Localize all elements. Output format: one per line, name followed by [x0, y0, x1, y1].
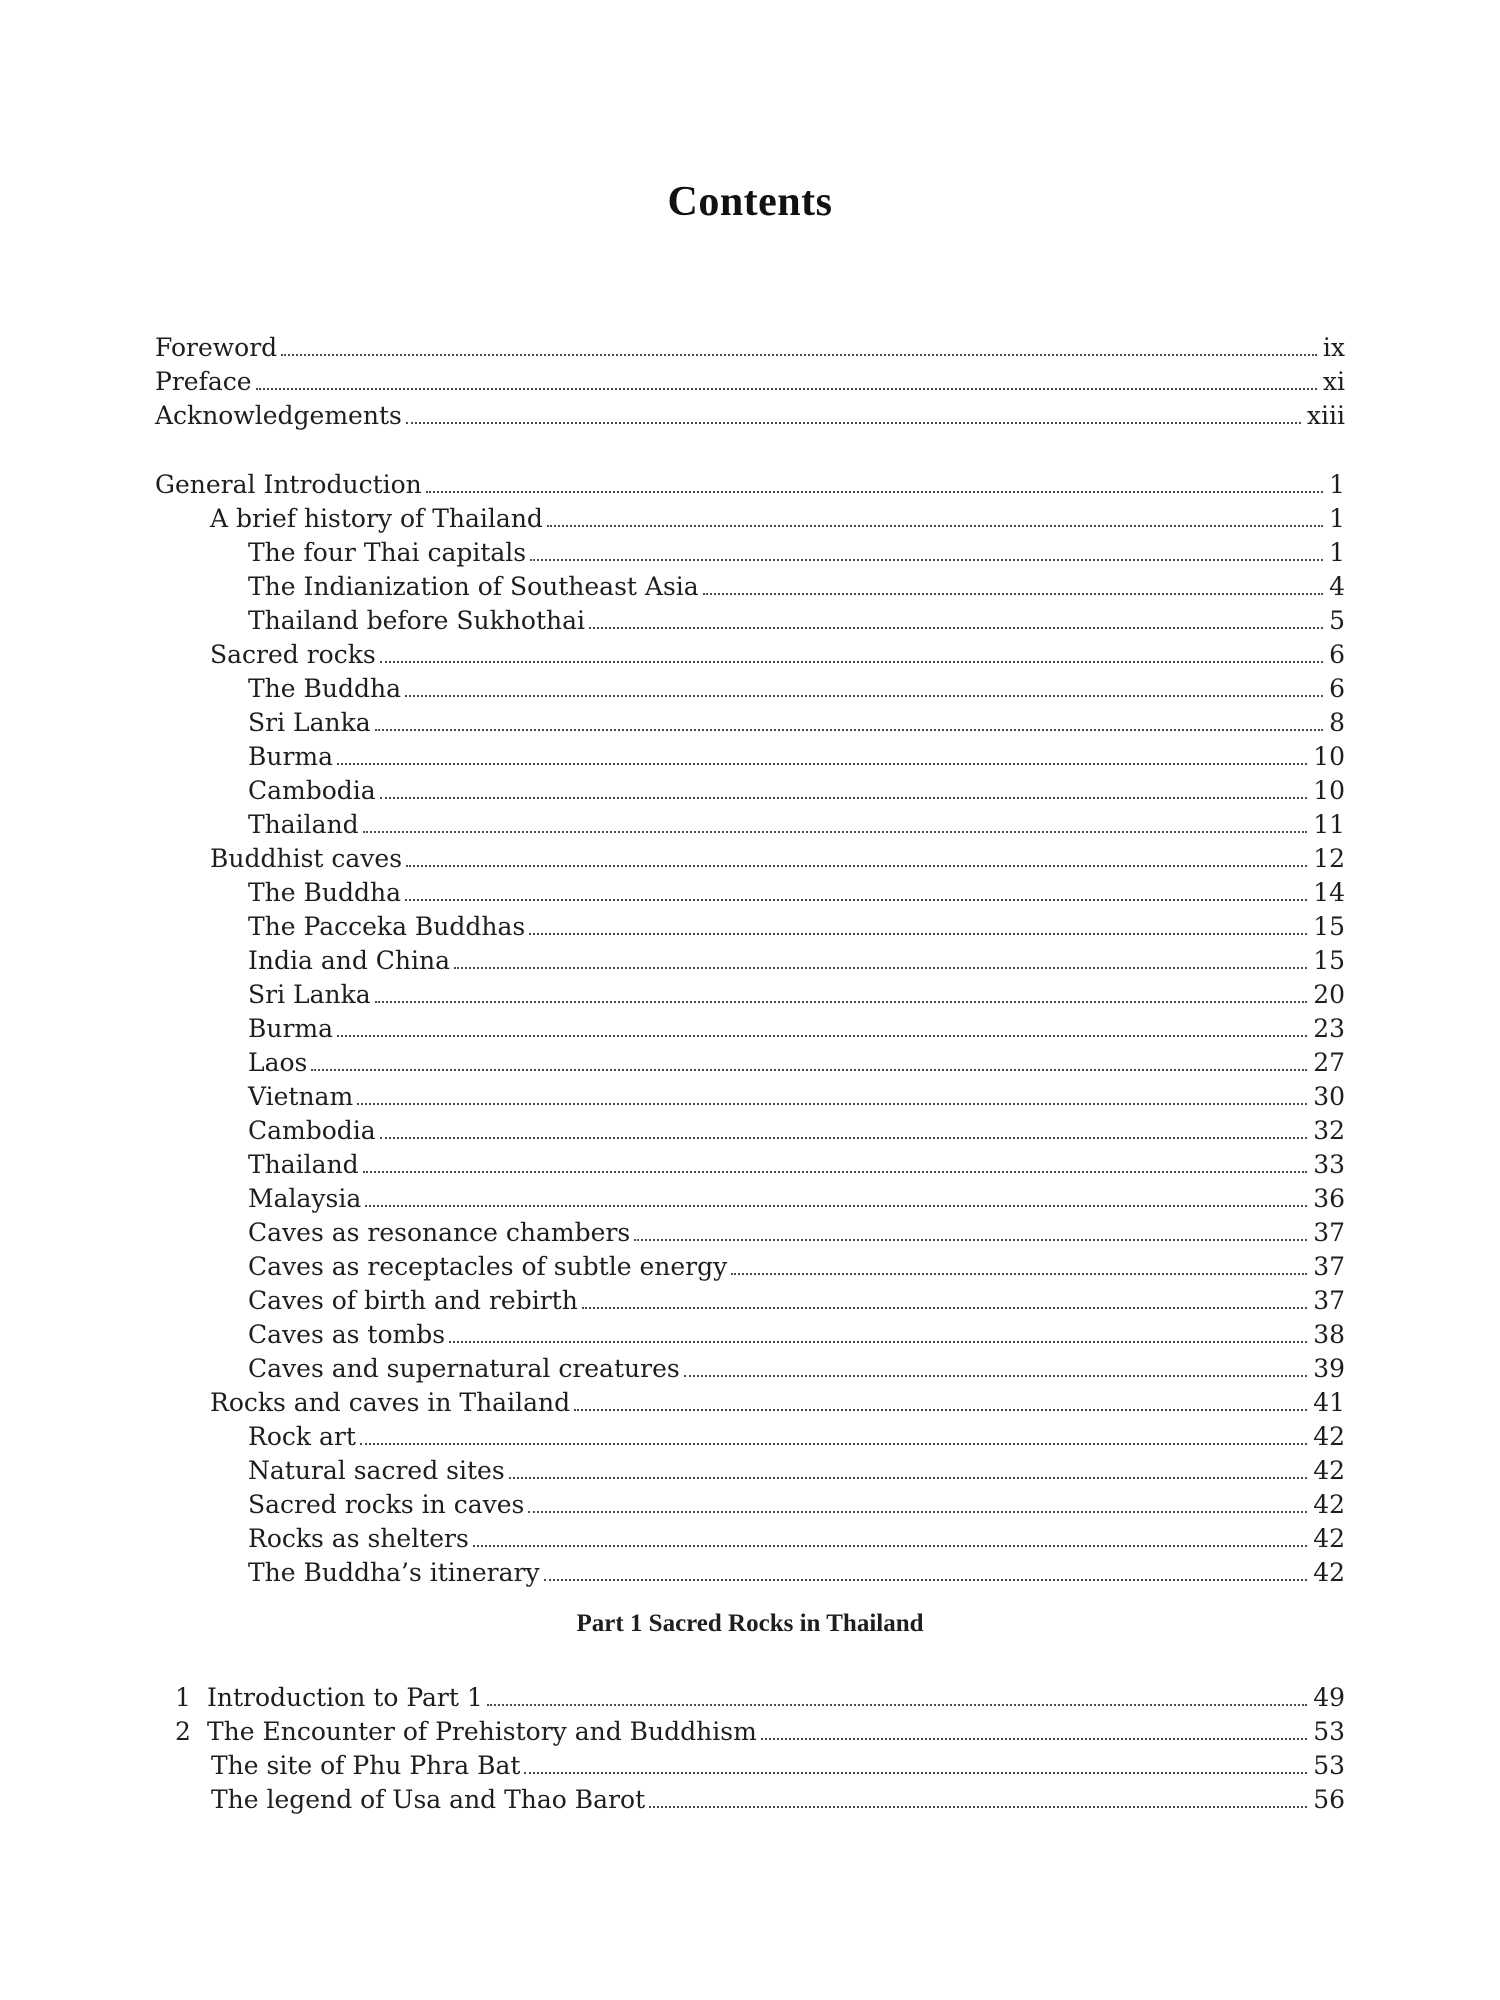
toc-entry-page: 5: [1329, 606, 1345, 635]
toc-entry: [155, 636, 1345, 670]
dot-leader: [703, 593, 1323, 595]
toc-entry: [175, 1713, 1345, 1747]
toc-entry-page: 56: [1313, 1785, 1345, 1814]
toc-entry-label: Burma: [248, 1014, 334, 1043]
dot-leader: [337, 763, 1307, 765]
toc-entry-page: 1: [1329, 538, 1345, 567]
dot-leader: [547, 525, 1323, 527]
toc-entry-label: Caves as tombs: [248, 1320, 446, 1349]
toc-entry-label: Vietnam: [248, 1082, 354, 1111]
toc-entry-page: 42: [1313, 1524, 1345, 1553]
toc-entry: [155, 466, 1345, 500]
toc-entry-label: The Pacceka Buddhas: [248, 912, 526, 941]
toc-entry: [155, 1316, 1345, 1350]
toc-entry-page: 8: [1329, 708, 1345, 737]
toc-entry-label: Thailand before Sukhothai: [248, 606, 585, 635]
toc-entry-page: 12: [1313, 844, 1345, 873]
toc-entry-label: Sri Lanka: [248, 708, 371, 737]
toc-entry: [155, 1282, 1345, 1316]
dot-leader: [405, 695, 1323, 697]
toc-entry-page: xiii: [1306, 401, 1345, 430]
toc-entry: [155, 806, 1345, 840]
toc-entry: [155, 1112, 1345, 1146]
toc-entry-page: 53: [1313, 1717, 1345, 1746]
dot-leader: [311, 1069, 1307, 1071]
toc-entry: [155, 1554, 1345, 1588]
toc-entry-page: 32: [1313, 1116, 1345, 1145]
toc-entry: [155, 704, 1345, 738]
toc-entry-label: The site of Phu Phra Bat: [211, 1751, 521, 1780]
part-heading: Part 1 Sacred Rocks in Thailand: [576, 1610, 924, 1637]
toc-entry-label: India and China: [248, 946, 451, 975]
toc-entry-page: 20: [1313, 980, 1345, 1009]
toc-entry-page: 37: [1313, 1218, 1345, 1247]
toc-entry-label: A brief history of Thailand: [210, 504, 543, 533]
toc-entry: [155, 1180, 1345, 1214]
toc-entry: [155, 976, 1345, 1010]
toc-entry-label: Sacred rocks: [210, 640, 376, 669]
toc-entry-label: The Buddha’s itinerary: [248, 1558, 540, 1587]
dot-leader: [380, 797, 1307, 799]
dot-leader: [761, 1738, 1307, 1740]
toc-entry-label: Natural sacred sites: [248, 1456, 505, 1485]
toc-entry-page: 6: [1329, 640, 1345, 669]
chapter-number: 1: [175, 1683, 191, 1712]
toc-entry: [155, 534, 1345, 568]
toc-entry-page: 10: [1313, 776, 1345, 805]
dot-leader: [524, 1772, 1307, 1774]
dot-leader: [528, 1511, 1307, 1513]
toc-entry: [155, 670, 1345, 704]
dot-leader: [357, 1103, 1307, 1105]
toc-entry: [155, 363, 1345, 397]
dot-leader: [589, 627, 1323, 629]
toc-entry-page: 27: [1313, 1048, 1345, 1077]
toc-entry-page: 37: [1313, 1286, 1345, 1315]
toc-entry: [155, 1214, 1345, 1248]
toc-entry: [175, 1679, 1345, 1713]
toc-entry-label: Caves of birth and rebirth: [248, 1286, 578, 1315]
dot-leader: [454, 967, 1307, 969]
dot-leader: [634, 1239, 1307, 1241]
toc-entry-label: The Indianization of Southeast Asia: [248, 572, 699, 601]
dot-leader: [530, 559, 1323, 561]
toc-entry-label: Foreword: [155, 333, 278, 362]
dot-leader: [375, 729, 1323, 731]
toc-entry: [155, 1384, 1345, 1418]
dot-leader: [582, 1307, 1307, 1309]
toc-entry-label: Sri Lanka: [248, 980, 371, 1009]
toc-entry-label: The four Thai capitals: [248, 538, 527, 567]
toc-entry-page: 39: [1313, 1354, 1345, 1383]
toc-entry: [155, 908, 1345, 942]
toc-entry-label: Rocks and caves in Thailand: [210, 1388, 571, 1417]
toc-introduction: [155, 466, 1345, 1588]
dot-leader: [509, 1477, 1308, 1479]
toc-entry-label: General Introduction: [155, 470, 422, 499]
toc-front-matter: [155, 329, 1345, 431]
toc-entry: [155, 1452, 1345, 1486]
toc-entry-page: 42: [1313, 1558, 1345, 1587]
toc-entry: [155, 1520, 1345, 1554]
dot-leader: [405, 899, 1307, 901]
toc-entry-label: Sacred rocks in caves: [248, 1490, 525, 1519]
toc-entry-label: Cambodia: [248, 776, 376, 805]
toc-entry: [155, 772, 1345, 806]
toc-entry-label: The Buddha: [248, 674, 402, 703]
toc-entry-page: 6: [1329, 674, 1345, 703]
toc-entry-label: Preface: [155, 367, 252, 396]
toc-entry-page: ix: [1322, 333, 1345, 362]
toc-entry: [155, 942, 1345, 976]
toc-entry: [155, 329, 1345, 363]
toc-entry-page: 15: [1313, 946, 1345, 975]
toc-entry: [155, 1146, 1345, 1180]
toc-entry: [155, 602, 1345, 636]
dot-leader: [375, 1001, 1308, 1003]
toc-entry-label: Thailand: [248, 810, 359, 839]
dot-leader: [380, 661, 1323, 663]
toc-entry: [155, 1010, 1345, 1044]
dot-leader: [731, 1273, 1307, 1275]
dot-leader: [574, 1409, 1307, 1411]
toc-entry: [155, 500, 1345, 534]
dot-leader: [256, 388, 1317, 390]
toc-entry-label: The Buddha: [248, 878, 402, 907]
dot-leader: [544, 1579, 1308, 1581]
toc-entry-page: 41: [1313, 1388, 1345, 1417]
dot-leader: [363, 831, 1308, 833]
dot-leader: [684, 1375, 1307, 1377]
dot-leader: [406, 422, 1301, 424]
toc-entry-label: Malaysia: [248, 1184, 362, 1213]
toc-entry-label: The legend of Usa and Thao Barot: [211, 1785, 646, 1814]
toc-entry-label: Laos: [248, 1048, 308, 1077]
dot-leader: [406, 865, 1307, 867]
toc-entry: [155, 1350, 1345, 1384]
toc-entry-label: Rock art: [248, 1422, 356, 1451]
toc-entry: [155, 874, 1345, 908]
toc-entry: [155, 738, 1345, 772]
toc-entry-label: Thailand: [248, 1150, 359, 1179]
toc-entry: [175, 1747, 1345, 1781]
toc-entry-label: Cambodia: [248, 1116, 376, 1145]
toc-entry-label: Caves as receptacles of subtle energy: [248, 1252, 728, 1281]
toc-entry-page: 36: [1313, 1184, 1345, 1213]
dot-leader: [473, 1545, 1307, 1547]
toc-entry-label: Caves as resonance chambers: [248, 1218, 631, 1247]
toc-entry-page: 53: [1313, 1751, 1345, 1780]
toc-entry-label: Burma: [248, 742, 334, 771]
dot-leader: [449, 1341, 1307, 1343]
toc-entry-page: 23: [1313, 1014, 1345, 1043]
toc-entry: [155, 1044, 1345, 1078]
dot-leader: [281, 354, 1317, 356]
toc-entry-label: Rocks as shelters: [248, 1524, 469, 1553]
toc-entry-page: 14: [1313, 878, 1345, 907]
toc-entry-page: xi: [1322, 367, 1345, 396]
toc-entry: [155, 568, 1345, 602]
toc-entry: [155, 1078, 1345, 1112]
toc-entry-page: 38: [1313, 1320, 1345, 1349]
dot-leader: [363, 1171, 1308, 1173]
toc-entry-page: 1: [1329, 470, 1345, 499]
toc-entry-page: 1: [1329, 504, 1345, 533]
dot-leader: [380, 1137, 1307, 1139]
toc-entry-page: 15: [1313, 912, 1345, 941]
toc-entry-page: 42: [1313, 1422, 1345, 1451]
toc-entry: [155, 1248, 1345, 1282]
toc-entry-page: 10: [1313, 742, 1345, 771]
toc-entry-label: Acknowledgements: [155, 401, 402, 430]
chapter-number: 2: [175, 1717, 191, 1746]
page-title: Contents: [667, 179, 833, 225]
toc-entry-page: 49: [1313, 1683, 1345, 1712]
toc-entry-page: 42: [1313, 1456, 1345, 1485]
toc-entry: [175, 1781, 1345, 1815]
toc-entry-page: 11: [1313, 810, 1345, 839]
toc-entry-page: 4: [1329, 572, 1345, 601]
dot-leader: [426, 491, 1323, 493]
toc-entry-label: The Encounter of Prehistory and Buddhism: [207, 1717, 757, 1746]
dot-leader: [360, 1443, 1307, 1445]
toc-entry-page: 30: [1313, 1082, 1345, 1111]
dot-leader: [365, 1205, 1307, 1207]
toc-entry: [155, 1486, 1345, 1520]
toc-entry-page: 37: [1313, 1252, 1345, 1281]
toc-part1: [175, 1679, 1345, 1815]
dot-leader: [649, 1806, 1307, 1808]
toc-entry: [155, 1418, 1345, 1452]
toc-entry-page: 33: [1313, 1150, 1345, 1179]
dot-leader: [529, 933, 1307, 935]
dot-leader: [337, 1035, 1307, 1037]
toc-entry-label: Introduction to Part 1: [207, 1683, 483, 1712]
toc-entry-label: Buddhist caves: [210, 844, 403, 873]
toc-entry: [155, 397, 1345, 431]
dot-leader: [487, 1704, 1307, 1706]
toc-entry-page: 42: [1313, 1490, 1345, 1519]
toc-entry: [155, 840, 1345, 874]
toc-entry-label: Caves and supernatural creatures: [248, 1354, 680, 1383]
